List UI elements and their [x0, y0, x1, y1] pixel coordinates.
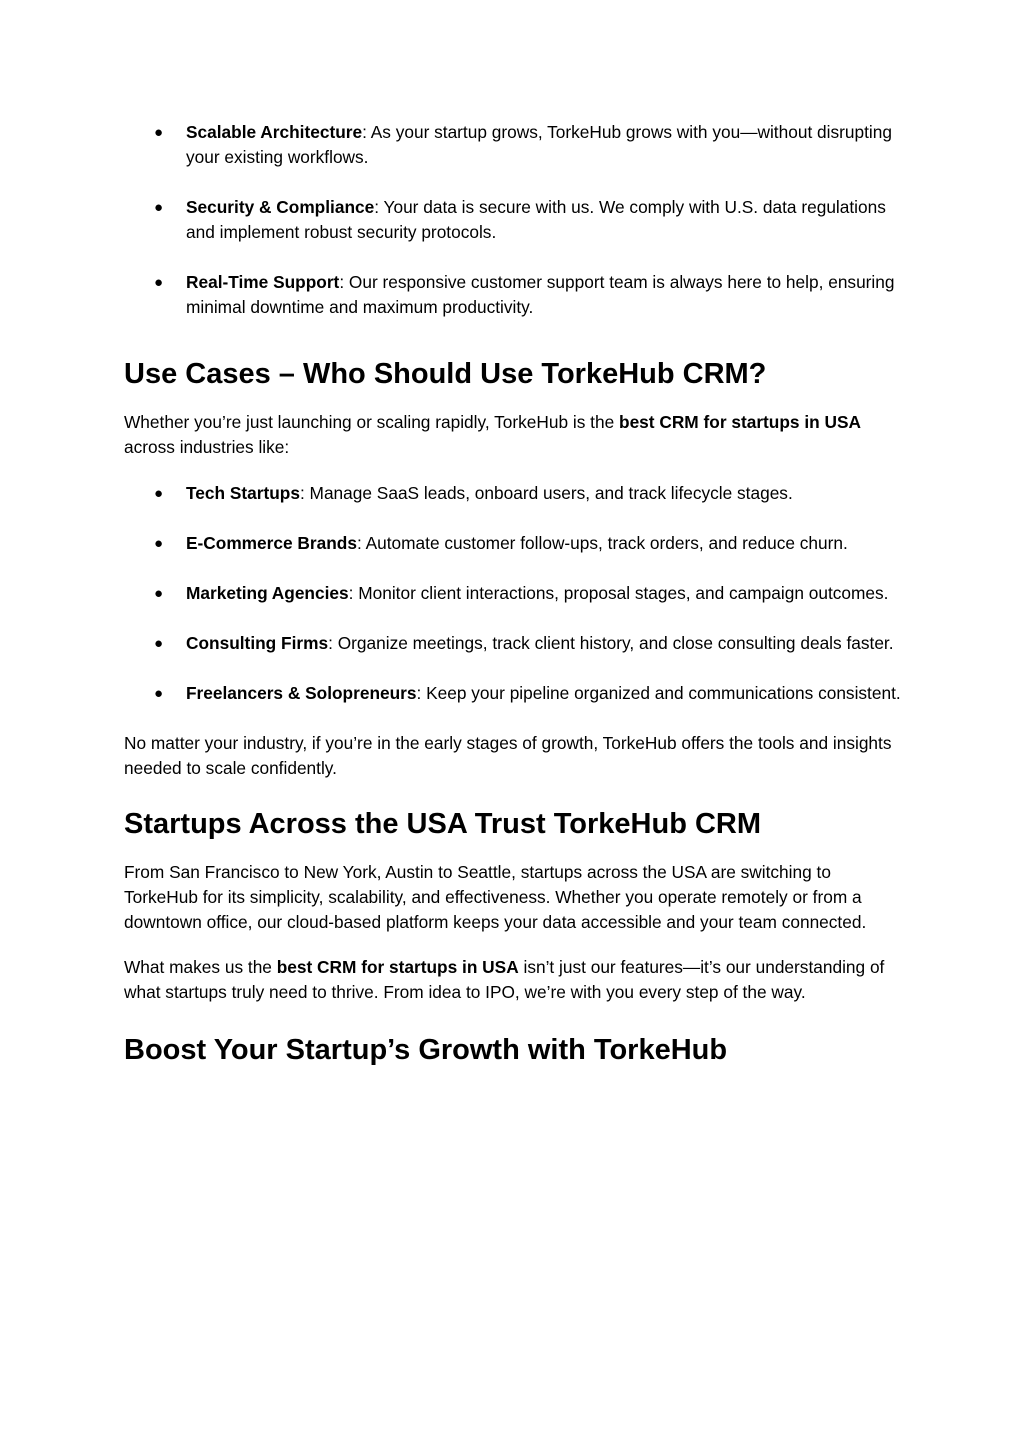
use-cases-heading: Use Cases – Who Should Use TorkeHub CRM?	[124, 358, 767, 390]
list-item	[124, 120, 904, 170]
document-page	[124, 120, 904, 1067]
list-item-term: Scalable Architecture	[186, 122, 363, 142]
use-cases-closing: No matter your industry, if you’re in the early stages of growth, TorkeHub offers the tools and insights needed to scale confidently.	[124, 733, 892, 778]
bullet-icon: ●	[154, 635, 164, 652]
list-item-term: Consulting Firms	[186, 633, 329, 653]
list-item-term: Marketing Agencies	[186, 583, 349, 603]
list-item-term: Real-Time Support	[186, 272, 340, 292]
use-cases-list	[124, 481, 904, 706]
trust-paragraph: From San Francisco to New York, Austin to Seattle, startups across the USA are switching to TorkeHub for its simplicity, scalability, and effectiveness. Whether you operate remotely or from a downtown office, our cloud-based platform keeps your data accessible and your team connected.	[124, 862, 867, 932]
intro-bold-text: best CRM for startups in USA	[619, 412, 861, 432]
trust-heading: Startups Across the USA Trust TorkeHub CRM	[124, 808, 762, 840]
bullet-icon: ●	[154, 274, 164, 291]
list-item-desc: : Automate customer follow-ups, track orders, and reduce churn.	[356, 533, 848, 553]
bullet-icon: ●	[154, 199, 164, 216]
list-item	[124, 531, 904, 556]
bullet-icon: ●	[154, 485, 164, 502]
para-text-end: isn’t just our features—it’s our understanding of what startups truly need to thrive. From idea to IPO, we’re with you every step of the way.	[124, 957, 885, 1002]
list-item-desc: : Manage SaaS leads, onboard users, and track lifecycle stages.	[299, 483, 793, 503]
list-item	[124, 195, 904, 245]
list-item-desc: : Organize meetings, track client history, and close consulting deals faster.	[328, 633, 894, 653]
bullet-icon: ●	[154, 585, 164, 602]
bullet-icon: ●	[154, 124, 164, 141]
list-item-desc: : As your startup grows, TorkeHub grows with you—without disrupting your existing workflows.	[186, 122, 892, 167]
trust-paragraph-2	[124, 955, 904, 1005]
list-item-term: Security & Compliance	[186, 197, 375, 217]
list-item-term: Tech Startups	[186, 483, 300, 503]
list-item	[124, 581, 904, 606]
list-item-desc: : Our responsive customer support team is always here to help, ensuring minimal downtime and maximum productivity.	[186, 272, 895, 317]
intro-text-end: across industries like:	[124, 437, 290, 457]
list-item	[124, 270, 904, 320]
list-item-desc: : Keep your pipeline organized and communications consistent.	[416, 683, 901, 703]
list-item-term: Freelancers & Solopreneurs	[186, 683, 417, 703]
para-text: What makes us the	[124, 957, 277, 977]
list-item-term: E-Commerce Brands	[186, 533, 357, 553]
list-item	[124, 631, 904, 656]
features-list	[124, 120, 904, 320]
bullet-icon: ●	[154, 535, 164, 552]
list-item-desc: : Monitor client interactions, proposal stages, and campaign outcomes.	[348, 583, 889, 603]
boost-heading: Boost Your Startup’s Growth with TorkeHub	[124, 1034, 728, 1066]
list-item	[124, 481, 904, 506]
list-item	[124, 681, 904, 706]
use-cases-intro	[124, 410, 904, 460]
intro-text: Whether you’re just launching or scaling rapidly, TorkeHub is the	[124, 412, 620, 432]
list-item-desc: : Your data is secure with us. We comply with U.S. data regulations and implement robust security protocols.	[186, 197, 886, 242]
bullet-icon: ●	[154, 685, 164, 702]
para-bold-text: best CRM for startups in USA	[276, 957, 519, 977]
